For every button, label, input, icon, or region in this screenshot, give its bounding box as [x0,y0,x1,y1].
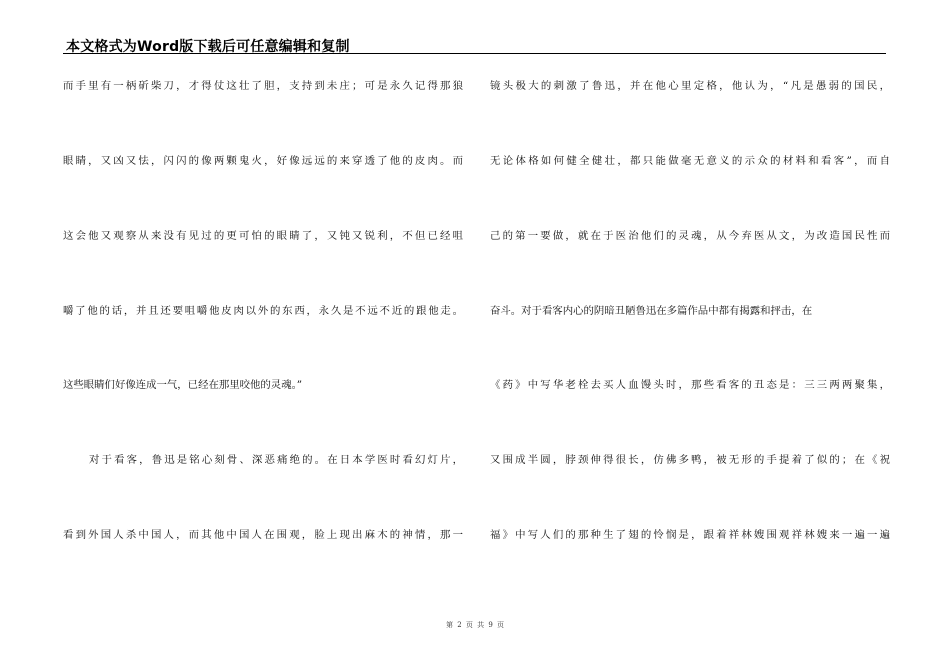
paragraph-line: 己的第一要做，就在于医治他们的灵魂，从今弃医从文，为改造国民性而 [490,230,890,242]
paragraph-line: 福》中写人们的那种生了翅的怜悯是，跟着祥林嫂围观祥林嫂来一遍一遍 [490,529,890,541]
paragraph-line: 《药》中写华老栓去买人血馒头时，那些看客的丑态是：三三两两聚集， [490,379,890,391]
paragraph-line: 无论体格如何健全健壮，都只能做毫无意义的示众的材料和看客”，而自 [490,155,890,167]
paragraph-line: 而手里有一柄斫柴刀，才得仗这壮了胆，支持到未庄；可是永久记得那狼 [63,80,463,92]
paragraph-line: 眼睛，又凶又怯，闪闪的像两颗鬼火，好像远远的来穿透了他的皮肉。而 [63,155,463,167]
paragraph-line: 看到外国人杀中国人，而其他中国人在围观，脸上现出麻木的神情，那一 [63,529,463,541]
paragraph-line: 这会他又观察从来没有见过的更可怕的眼睛了，又钝又锐利，不但已经咀 [63,230,463,242]
document-header-title: 本文格式为Word版下载后可任意编辑和复制 [66,39,350,55]
header-divider [63,53,886,54]
paragraph-line: 嚼了他的话，并且还要咀嚼他皮肉以外的东西，永久是不远不近的跟他走。 [63,305,463,317]
paragraph-line: 这些眼睛们好像连成一气，已经在那里咬他的灵魂。” [63,379,303,391]
paragraph-line: 镜头极大的刺激了鲁迅，并在他心里定格，他认为，“凡是愚弱的国民， [490,80,890,92]
page-number-footer: 第 2 页 共 9 页 [445,621,505,629]
paragraph-line: 又围成半圆，脖颈伸得很长，仿佛多鸭，被无形的手提着了似的；在《祝 [490,454,890,466]
paragraph-line: 对于看客，鲁迅是铭心刻骨、深恶痛绝的。在日本学医时看幻灯片， [89,454,463,466]
paragraph-line: 奋斗。对于看客内心的阴暗丑陋鲁迅在多篇作品中都有揭露和抨击，在 [490,305,813,317]
